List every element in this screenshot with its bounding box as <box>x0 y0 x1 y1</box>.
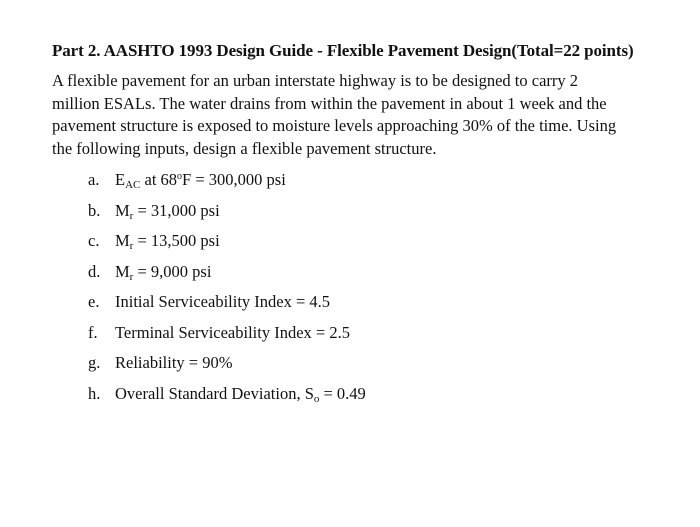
mr-subscript: r <box>129 240 134 252</box>
item-marker: c. <box>88 231 100 250</box>
eac-symbol: E <box>115 170 126 189</box>
mr-symbol: M <box>115 231 130 250</box>
item-marker: h. <box>88 383 101 403</box>
design-inputs-list <box>52 165 672 409</box>
description-line: million ESALs. The water drains from within the pavement in about 1 week and the <box>52 93 607 113</box>
input-item-mr-2 <box>52 226 672 257</box>
input-item-eac <box>52 165 672 196</box>
item-marker: a. <box>88 170 100 189</box>
description-line: pavement structure is exposed to moisture levels approaching 30% of the time. Using <box>52 116 617 135</box>
standard-deviation-label: Overall Standard Deviation, S <box>115 383 314 403</box>
input-item-mr-3 <box>52 257 672 288</box>
item-text <box>115 196 220 227</box>
eac-value: F = 300,000 psi <box>182 170 286 189</box>
input-item-terminal-serviceability <box>52 318 672 349</box>
problem-description <box>52 70 672 160</box>
input-item-reliability <box>52 348 672 379</box>
mr-subscript: r <box>129 270 134 283</box>
description-line: the following inputs, design a flexible pavement structure. <box>52 138 437 158</box>
item-text: Reliability = 90% <box>115 353 233 372</box>
item-text <box>115 165 286 196</box>
input-item-initial-serviceability <box>52 287 672 318</box>
mr-symbol: M <box>115 200 130 220</box>
degree-symbol: o <box>177 171 183 182</box>
item-text <box>115 226 220 257</box>
item-marker: e. <box>88 292 100 311</box>
item-marker: g. <box>88 353 101 372</box>
item-marker: f. <box>88 322 98 342</box>
mr-subscript: r <box>129 209 134 222</box>
input-item-mr-1 <box>52 196 672 227</box>
input-item-standard-deviation <box>52 379 672 410</box>
so-subscript: o <box>313 392 320 405</box>
description-line: A flexible pavement for an urban interstate highway is to be designed to carry 2 <box>52 71 579 90</box>
item-marker: d. <box>88 261 101 281</box>
item-text: Initial Serviceability Index = 4.5 <box>115 292 331 311</box>
eac-temperature-text: at 68 <box>140 170 178 189</box>
item-text <box>115 379 366 410</box>
mr-value: = 13,500 psi <box>133 231 220 250</box>
mr-value: = 31,000 psi <box>133 200 220 220</box>
item-marker: b. <box>88 200 101 220</box>
item-text <box>115 257 211 288</box>
standard-deviation-value: = 0.49 <box>319 383 366 403</box>
eac-subscript: AC <box>125 179 141 191</box>
problem-heading: Part 2. AASHTO 1993 Design Guide - Flexible Pavement Design(Total=22 points) <box>52 41 634 60</box>
mr-value: = 9,000 psi <box>133 261 212 281</box>
mr-symbol: M <box>115 261 130 281</box>
item-text: Terminal Serviceability Index = 2.5 <box>115 322 350 342</box>
problem-document <box>52 40 672 409</box>
